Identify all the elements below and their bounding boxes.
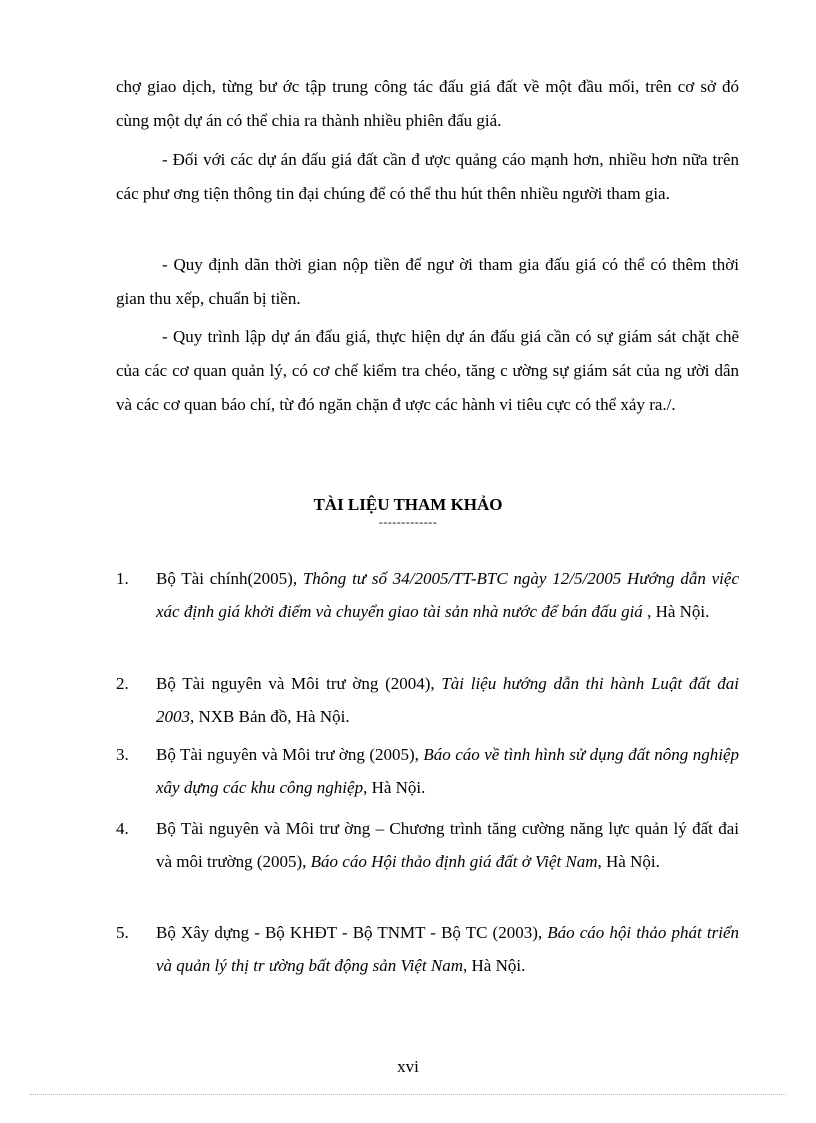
reference-tail: , Hà Nội. — [463, 956, 526, 975]
reference-number: 2. — [116, 674, 129, 693]
reference-text — [156, 812, 739, 878]
reference-author: Bộ Tài chính(2005), — [156, 569, 303, 588]
reference-title: Báo cáo về tình hình sử dụng đất nông nghiệp xây dựng các khu công nghiệp — [156, 745, 739, 797]
reference-title: Tài liệu hướng dẫn thi hành Luật đất đai 2003 — [156, 674, 739, 726]
reference-tail: , NXB Bản đồ, Hà Nội. — [190, 707, 350, 726]
reference-text — [156, 667, 739, 733]
reference-author: Bộ Xây dựng - Bộ KHĐT - Bộ TNMT - Bộ TC (2003), — [156, 923, 548, 942]
reference-text — [156, 916, 739, 982]
body-paragraph-1: chợ giao dịch, từng bư ớc tập trung công tác đấu giá đất về một đầu mối, trên cơ sở đó cùng một dự án có thể chia ra thành nhiều phiên đấu giá. — [116, 77, 739, 130]
reference-item-1 — [116, 562, 739, 628]
reference-tail: , Hà Nội. — [642, 602, 710, 621]
reference-title: Báo cáo hội thảo phát triển và quản lý thị tr ường bất động sản Việt Nam — [156, 923, 739, 975]
reference-item-5 — [116, 916, 739, 982]
footer-divider — [30, 1094, 786, 1095]
reference-text — [156, 562, 739, 628]
reference-number: 1. — [116, 569, 129, 588]
reference-number: 5. — [116, 923, 129, 942]
reference-item-4 — [116, 812, 739, 878]
body-paragraph-3: - Quy định dãn thời gian nộp tiền để ngư ời tham gia đấu giá có thể có thêm thời gian thu xếp, chuẩn bị tiền. — [116, 255, 739, 308]
reference-tail: , Hà Nội. — [363, 778, 426, 797]
reference-title: Thông tư số 34/2005/TT-BTC ngày 12/5/2005 Hướng dẫn việc xác định giá khởi điểm và chuyển giao tài sản nhà nước để bán đấu giá — [156, 569, 739, 621]
references-heading: TÀI LIỆU THAM KHẢO — [313, 495, 503, 514]
reference-number: 4. — [116, 819, 129, 838]
body-paragraph-4: - Quy trình lập dự án đấu giá, thực hiện dự án đấu giá cần có sự giám sát chặt chẽ của các cơ quan quản lý, có cơ chế kiểm tra chéo, tăng c ường sự giám sát của ng ười dân và các cơ quan báo chí, từ đó ngăn chặn đ ược các hành vi tiêu cực có thể xảy ra./. — [116, 327, 739, 414]
body-paragraph-2: - Đối với các dự án đấu giá đất cần đ ược quảng cáo mạnh hơn, nhiều hơn nữa trên các phư ơng tiện thông tin đại chúng để có thể thu hút thên nhiều người tham gia. — [116, 150, 739, 203]
references-divider: ------------- — [378, 515, 438, 529]
reference-author: Bộ Tài nguyên và Môi trư ờng (2005), — [156, 745, 424, 764]
reference-title: Báo cáo Hội thảo định giá đất ở Việt Nam — [310, 852, 598, 871]
reference-item-3 — [116, 738, 739, 804]
reference-text — [156, 738, 739, 804]
reference-number: 3. — [116, 745, 129, 764]
reference-author: Bộ Tài nguyên và Môi trư ờng – Chương trình tăng cường năng lực quản lý đất đai và môi trường (2005), — [156, 819, 739, 871]
reference-author: Bộ Tài nguyên và Môi trư ờng (2004), — [156, 674, 442, 693]
page-number: xvi — [397, 1057, 419, 1076]
reference-item-2 — [116, 667, 739, 733]
reference-tail: , Hà Nội. — [597, 852, 660, 871]
